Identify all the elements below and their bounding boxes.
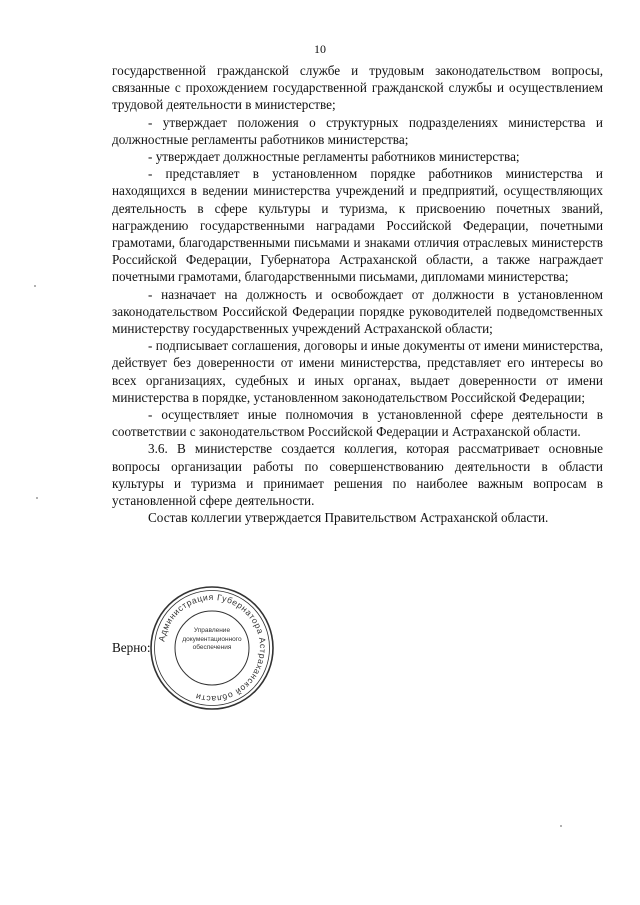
seal-line-1: Управление	[193, 627, 231, 634]
paragraph-1: государственной гражданской службе и трудовым законодательством вопросы, связанные с прохождением государственной гражданской службы и осуществлением трудовой деятельности в министерстве;	[112, 63, 603, 113]
seal-line-3: обеспечения	[192, 644, 232, 651]
scan-speck	[560, 825, 562, 827]
paragraph-3: - утверждает должностные регламенты работников министерства;	[148, 149, 520, 165]
paragraph-8: 3.6. В министерстве создается коллегия, которая рассматривает основные вопросы организации работы по совершенствованию деятельности в области культуры и туризма и принимает решения по наиболее важным вопросам в установленной сфере деятельности.	[112, 441, 603, 509]
document-body	[112, 62, 603, 526]
paragraph-4: - представляет в установленном порядке работников министерства и находящихся в ведении министерства учреждений и предприятий, осуществляющих деятельность в сфере культуры и туризма, к присвоению почетных званий, награждению государственными наградами Российской Федерации, почетными грамотами, благодарственными письмами и знаками отличия отраслевых министерств Российской Федерации, Губернатора Астраханской области, а также награждает почетными грамотами, благодарственными письмами, дипломами министерства;	[112, 166, 603, 285]
paragraph-2: - утверждает положения о структурных подразделениях министерства и должностные регламенты работников министерства;	[112, 114, 603, 147]
paragraph-6: - подписывает соглашения, договоры и иные документы от имени министерства, действует без доверенности от имени министерства, представляет его интересы во всех организациях, судебных и иных органах, выдает доверенности от имени министерства в порядке, установленном законодательством Российской Федерации;	[112, 338, 603, 405]
seal-center-text	[179, 627, 245, 653]
official-seal	[148, 584, 276, 712]
paragraph-9: Состав коллегии утверждается Правительством Астраханской области.	[148, 510, 549, 526]
paragraph-7: - осуществляет иные полномочия в установленной сфере деятельности в соответствии с законодательством Российской Федерации и Астраханской области.	[112, 407, 603, 440]
page-number: 10	[314, 42, 326, 56]
certification-block	[112, 590, 603, 710]
verno-label: Верно:	[112, 640, 151, 655]
seal-line-2: документационного	[182, 635, 242, 643]
seal-ring-text: Администрация Губернатора Астраханской области	[156, 591, 269, 705]
scan-speck	[34, 285, 36, 287]
scan-speck	[36, 497, 38, 499]
paragraph-5: - назначает на должность и освобождает от должности в установленном законодательством Российской Федерации порядке руководителей подведомственных министерству государственных учреждений Астраханской области;	[112, 286, 603, 337]
